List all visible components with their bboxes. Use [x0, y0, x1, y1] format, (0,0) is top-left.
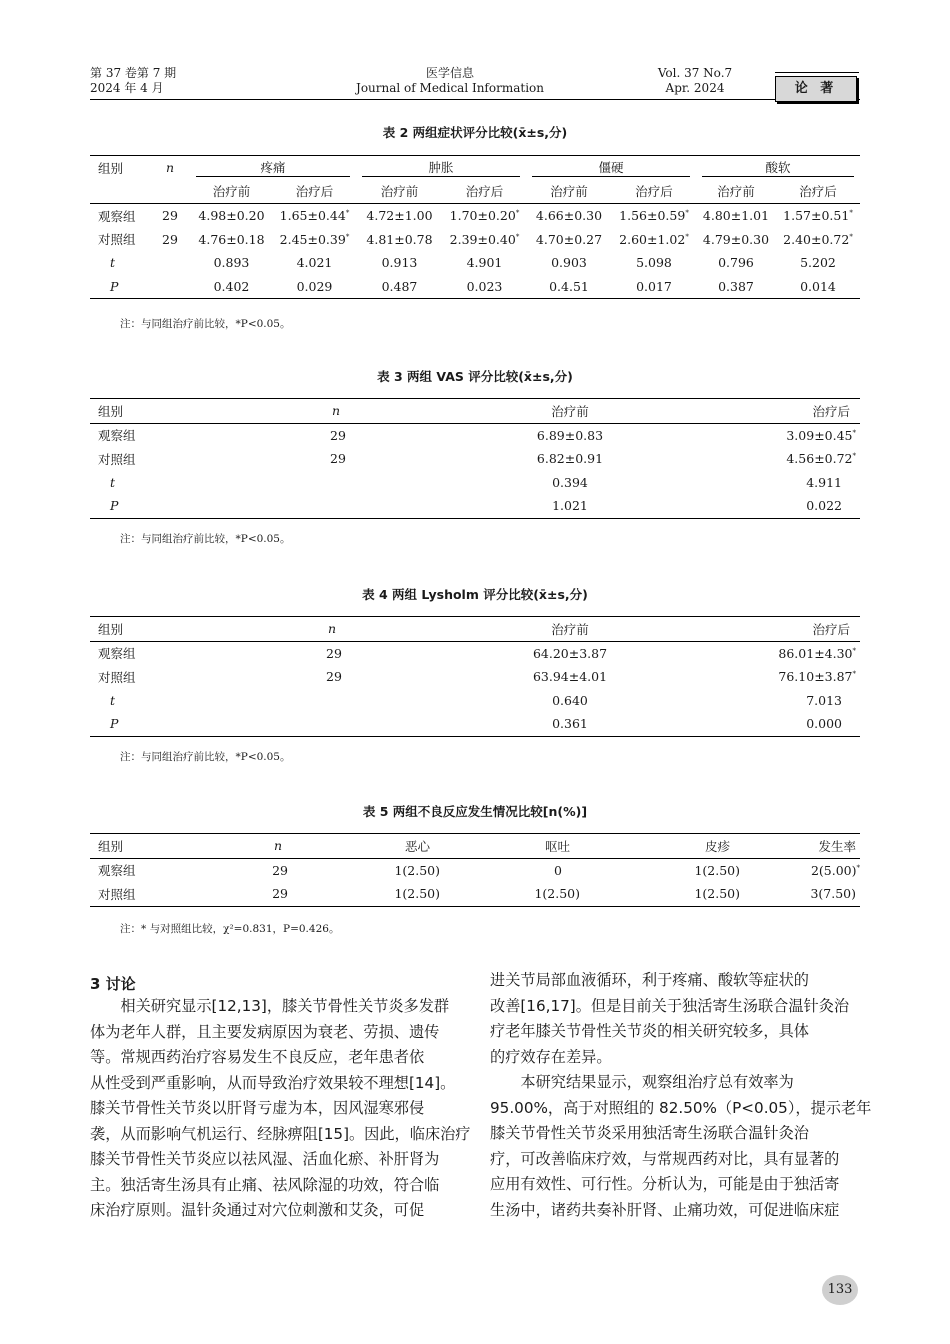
cell-value: 0.796 — [718, 255, 754, 271]
cell-value: 0.023 — [443, 275, 526, 299]
table-row — [90, 471, 860, 495]
discussion-left-column — [90, 994, 471, 1224]
paragraph-line: 相关研究显示[12,13]，膝关节骨性关节炎多发群 — [120, 997, 450, 1015]
row-label: 对照组 — [98, 451, 136, 467]
significance-mark: * — [852, 428, 856, 437]
cell-value: 2.60±1.02* — [619, 231, 689, 247]
table2-sub-before: 治疗前 — [696, 180, 776, 204]
row-n — [250, 471, 420, 495]
row-label: t — [110, 474, 116, 490]
cell-value: 1(2.50) — [470, 882, 610, 906]
row-n: 29 — [326, 669, 342, 685]
table-row — [90, 641, 860, 665]
table-row — [90, 494, 860, 518]
table3-col-group: 组别 — [90, 399, 250, 424]
row-label: 观察组 — [98, 863, 136, 879]
table5-col-n: n — [180, 834, 310, 859]
journal-title-cn: 医学信息 — [425, 66, 474, 80]
row-n — [250, 712, 420, 736]
journal-volume-en — [640, 66, 750, 96]
cell-after: 0.000 — [720, 712, 860, 736]
paragraph-line: 主。独活寄生汤具有止痛、祛风除湿的功效，符合临 — [90, 1175, 440, 1194]
journal-title-en: Journal of Medical Information — [356, 81, 544, 95]
table5-header-row — [90, 834, 860, 859]
volume-issue: 第 37 卷第 7 期 — [90, 66, 177, 80]
table4-note: 注：与同组治疗前比较，*P<0.05。 — [120, 751, 291, 763]
cell-value: 1(2.50) — [694, 862, 740, 878]
cell-value: 0.017 — [612, 275, 696, 299]
table5 — [90, 833, 860, 907]
journal-title — [300, 66, 600, 96]
table4-col-n: n — [250, 617, 420, 642]
table2-sub-after: 治疗后 — [273, 180, 356, 204]
cell-before: 64.20±3.87 — [532, 645, 608, 661]
page-number: 133 — [822, 1275, 858, 1305]
table2-sub-after: 治疗后 — [443, 180, 526, 204]
table4-header-row — [90, 617, 860, 642]
table-row — [90, 275, 860, 299]
cell-after: 4.911 — [806, 474, 842, 490]
row-n — [250, 494, 420, 518]
row-label: t — [110, 255, 116, 271]
row-n: 29 — [330, 451, 346, 467]
cell-value: 2.45±0.39* — [279, 231, 350, 247]
table3-header-row — [90, 399, 860, 424]
table2-col-group: 组别 — [90, 156, 150, 180]
paragraph-line: 应用有效性、可行性。分析认为，可能是由于独活寄 — [490, 1175, 840, 1193]
cell-before: 6.89±0.83 — [536, 427, 604, 443]
significance-mark: * — [852, 670, 856, 679]
table-row — [90, 251, 860, 275]
table5-col-nausea: 恶心 — [310, 834, 470, 859]
cell-value: 4.80±1.01 — [702, 208, 770, 224]
paragraph-line: 进关节局部血液循环，利于疼痛、酸软等症状的 — [490, 971, 809, 989]
significance-mark: * — [856, 863, 860, 872]
cell-value: 1.56±0.59* — [619, 208, 689, 224]
significance-mark: * — [849, 209, 853, 218]
cell-after: 3.09±0.45* — [786, 427, 856, 443]
row-n — [250, 689, 420, 713]
cell-value: 4.72±1.00 — [366, 208, 433, 224]
significance-mark: * — [685, 232, 689, 241]
cell-value: 1(2.50) — [610, 882, 770, 906]
cell-value: 5.098 — [636, 255, 672, 271]
row-label: 观察组 — [98, 646, 136, 662]
table3-note: 注：与同组治疗前比较，*P<0.05。 — [120, 533, 291, 545]
volume-issue-en: Vol. 37 No.7 — [657, 66, 733, 80]
section-tag-rule — [775, 72, 859, 73]
table2-sub-after: 治疗后 — [776, 180, 860, 204]
table4-caption: 表 4 两组 Lysholm 评分比较(x̄±s,分) — [362, 587, 588, 602]
cell-after: 76.10±3.87* — [778, 669, 856, 685]
significance-mark: * — [685, 209, 689, 218]
row-label: 观察组 — [98, 208, 136, 224]
table3-caption: 表 3 两组 VAS 评分比较(x̄±s,分) — [377, 369, 573, 384]
issue-date-en: Apr. 2024 — [665, 81, 725, 95]
cell-after: 0.022 — [720, 494, 860, 518]
table5-caption: 表 5 两组不良反应发生情况比较[n(%)] — [362, 804, 588, 819]
table5-col-group: 组别 — [90, 834, 180, 859]
row-label: 对照组 — [98, 669, 136, 685]
cell-value: 4.021 — [296, 255, 333, 271]
paragraph-line: 生汤中，诸药共奏补肝肾、止痛功效，可促进临床症 — [490, 1200, 840, 1219]
table-row — [90, 712, 860, 736]
table2-sub-before: 治疗前 — [190, 180, 273, 204]
cell-value: 0.029 — [273, 275, 356, 299]
table-row — [90, 204, 860, 228]
table4 — [90, 616, 860, 737]
cell-rate: 2(5.00)* — [810, 862, 860, 878]
table2-group-swelling: 肿胀 — [362, 158, 520, 177]
significance-mark: * — [345, 209, 350, 218]
paragraph-line: 体为老年人群，且主要发病原因为衰老、劳损、遗传 — [90, 1022, 440, 1041]
table5-col-rash: 皮疹 — [610, 834, 770, 859]
table-row — [90, 858, 860, 882]
cell-value: 0.487 — [356, 275, 443, 299]
paragraph-line: 从性受到严重影响，从而导致治疗效果较不理想[14]。 — [90, 1073, 456, 1092]
paragraph-line: 膝关节骨性关节炎采用独活寄生汤联合温针灸治 — [490, 1124, 809, 1142]
paragraph-line: 95.00%，高于对照组的 82.50%（P<0.05），提示老年 — [490, 1098, 872, 1117]
cell-value: 2.40±0.72* — [783, 231, 853, 247]
paragraph-line: 本研究结果显示，观察组治疗总有效率为 — [520, 1073, 794, 1091]
paragraph-line: 床治疗原则。温针灸通过对穴位刺激和艾灸，可促 — [90, 1201, 425, 1219]
cell-value: 0.4.51 — [526, 275, 612, 299]
row-label: P — [90, 494, 250, 518]
cell-value: 0.893 — [213, 255, 250, 271]
table2-caption: 表 2 两组症状评分比较(x̄±s,分) — [382, 125, 568, 140]
significance-mark: * — [345, 232, 350, 241]
table-row — [90, 228, 860, 252]
cell-value: 2.39±0.40* — [449, 231, 520, 247]
cell-value: 0.387 — [696, 275, 776, 299]
row-label: 对照组 — [98, 232, 136, 248]
cell-value: 4.81±0.78 — [366, 231, 433, 247]
table3 — [90, 398, 860, 519]
section-heading: 3 讨论 — [90, 975, 136, 993]
table3-col-n: n — [250, 399, 420, 424]
journal-volume — [90, 66, 176, 96]
table-row — [90, 689, 860, 713]
cell-value: 1.65±0.44* — [279, 208, 350, 224]
row-n — [150, 251, 190, 275]
row-label: P — [90, 712, 250, 736]
table5-note: 注：* 与对照组比较，χ²=0.831，P=0.426。 — [120, 923, 340, 935]
significance-mark: * — [515, 232, 520, 241]
paragraph-line: 膝关节骨性关节炎以肝肾亏虚为本，因风湿寒邪侵 — [90, 1099, 425, 1117]
row-n: 29 — [162, 231, 178, 247]
row-n: 29 — [162, 208, 178, 224]
cell-value: 0 — [554, 862, 562, 878]
significance-mark: * — [849, 232, 853, 241]
section-tag: 论 著 — [775, 76, 857, 102]
paragraph-line: 的疗效存在差异。 — [490, 1047, 612, 1066]
row-label: P — [90, 275, 150, 299]
table4-col-group: 组别 — [90, 617, 250, 642]
paragraph-line: 袭，从而影响气机运行、经脉痹阻[15]。因此，临床治疗 — [90, 1124, 471, 1143]
cell-value: 5.202 — [800, 255, 836, 271]
row-n: 29 — [330, 427, 346, 443]
table4-col-before: 治疗前 — [420, 617, 720, 642]
cell-rate: 3(7.50) — [770, 882, 860, 906]
table2-col-n: n — [150, 156, 190, 180]
significance-mark: * — [852, 646, 856, 655]
table2-group-soreness: 酸软 — [702, 158, 854, 177]
row-label: t — [110, 692, 116, 708]
cell-value: 1.57±0.51* — [783, 208, 853, 224]
row-label: 对照组 — [90, 882, 180, 906]
cell-before: 0.361 — [420, 712, 720, 736]
table4-col-after: 治疗后 — [720, 617, 860, 642]
paragraph-line: 膝关节骨性关节炎应以祛风湿、活血化瘀、补肝肾为 — [90, 1150, 440, 1168]
cell-before: 6.82±0.91 — [536, 451, 604, 467]
cell-after: 86.01±4.30* — [778, 645, 856, 661]
cell-before: 1.021 — [420, 494, 720, 518]
table-row — [90, 423, 860, 447]
table3-col-after: 治疗后 — [720, 399, 860, 424]
table2-sub-after: 治疗后 — [612, 180, 696, 204]
discussion-right-column — [490, 968, 872, 1223]
table2-sub-before: 治疗前 — [526, 180, 612, 204]
row-n: 29 — [272, 862, 288, 878]
issue-date: 2024 年 4 月 — [90, 81, 164, 95]
table-row — [90, 882, 860, 906]
significance-mark: * — [515, 209, 520, 218]
cell-value: 0.014 — [776, 275, 860, 299]
cell-value: 0.913 — [381, 255, 418, 271]
cell-value: 4.98±0.20 — [198, 208, 265, 224]
table2-note: 注：与同组治疗前比较，*P<0.05。 — [120, 318, 291, 330]
cell-value: 4.66±0.30 — [535, 208, 603, 224]
cell-before: 0.640 — [552, 692, 588, 708]
cell-before: 0.394 — [552, 474, 588, 490]
row-n: 29 — [180, 882, 310, 906]
cell-value: 4.901 — [466, 255, 503, 271]
table2 — [90, 155, 860, 299]
table-row — [90, 665, 860, 689]
cell-after: 4.56±0.72* — [786, 451, 856, 467]
cell-after: 7.013 — [806, 692, 842, 708]
cell-value: 0.903 — [551, 255, 587, 271]
paragraph-line: 改善[16,17]。但是目前关于独活寄生汤联合温针灸治 — [490, 996, 850, 1015]
table3-col-before: 治疗前 — [420, 399, 720, 424]
cell-before: 63.94±4.01 — [532, 669, 608, 685]
cell-value: 1.70±0.20* — [449, 208, 520, 224]
row-n — [150, 275, 190, 299]
table2-header-row — [90, 156, 860, 180]
paragraph-line: 疗老年膝关节骨性关节炎的相关研究较多，具体 — [490, 1022, 809, 1040]
paragraph-line: 疗，可改善临床疗效，与常规西药对比，具有显著的 — [490, 1149, 840, 1168]
cell-value: 1(2.50) — [394, 862, 440, 878]
cell-value: 1(2.50) — [310, 882, 470, 906]
cell-value: 4.76±0.18 — [198, 231, 265, 247]
paragraph-line: 等。常规西药治疗容易发生不良反应，老年患者依 — [90, 1048, 425, 1066]
table2-subheader-row — [90, 180, 860, 204]
cell-value: 0.402 — [190, 275, 273, 299]
header-rule — [90, 99, 860, 100]
cell-value: 4.70±0.27 — [535, 231, 603, 247]
cell-value: 4.79±0.30 — [702, 231, 770, 247]
table-row — [90, 447, 860, 471]
table2-group-stiffness: 僵硬 — [532, 158, 690, 177]
row-label: 观察组 — [98, 428, 136, 444]
table5-col-rate: 发生率 — [770, 834, 860, 859]
row-n: 29 — [326, 645, 342, 661]
significance-mark: * — [852, 452, 856, 461]
table2-sub-before: 治疗前 — [356, 180, 443, 204]
table2-group-pain: 疼痛 — [196, 158, 350, 177]
table5-col-vomit: 呕吐 — [470, 834, 610, 859]
